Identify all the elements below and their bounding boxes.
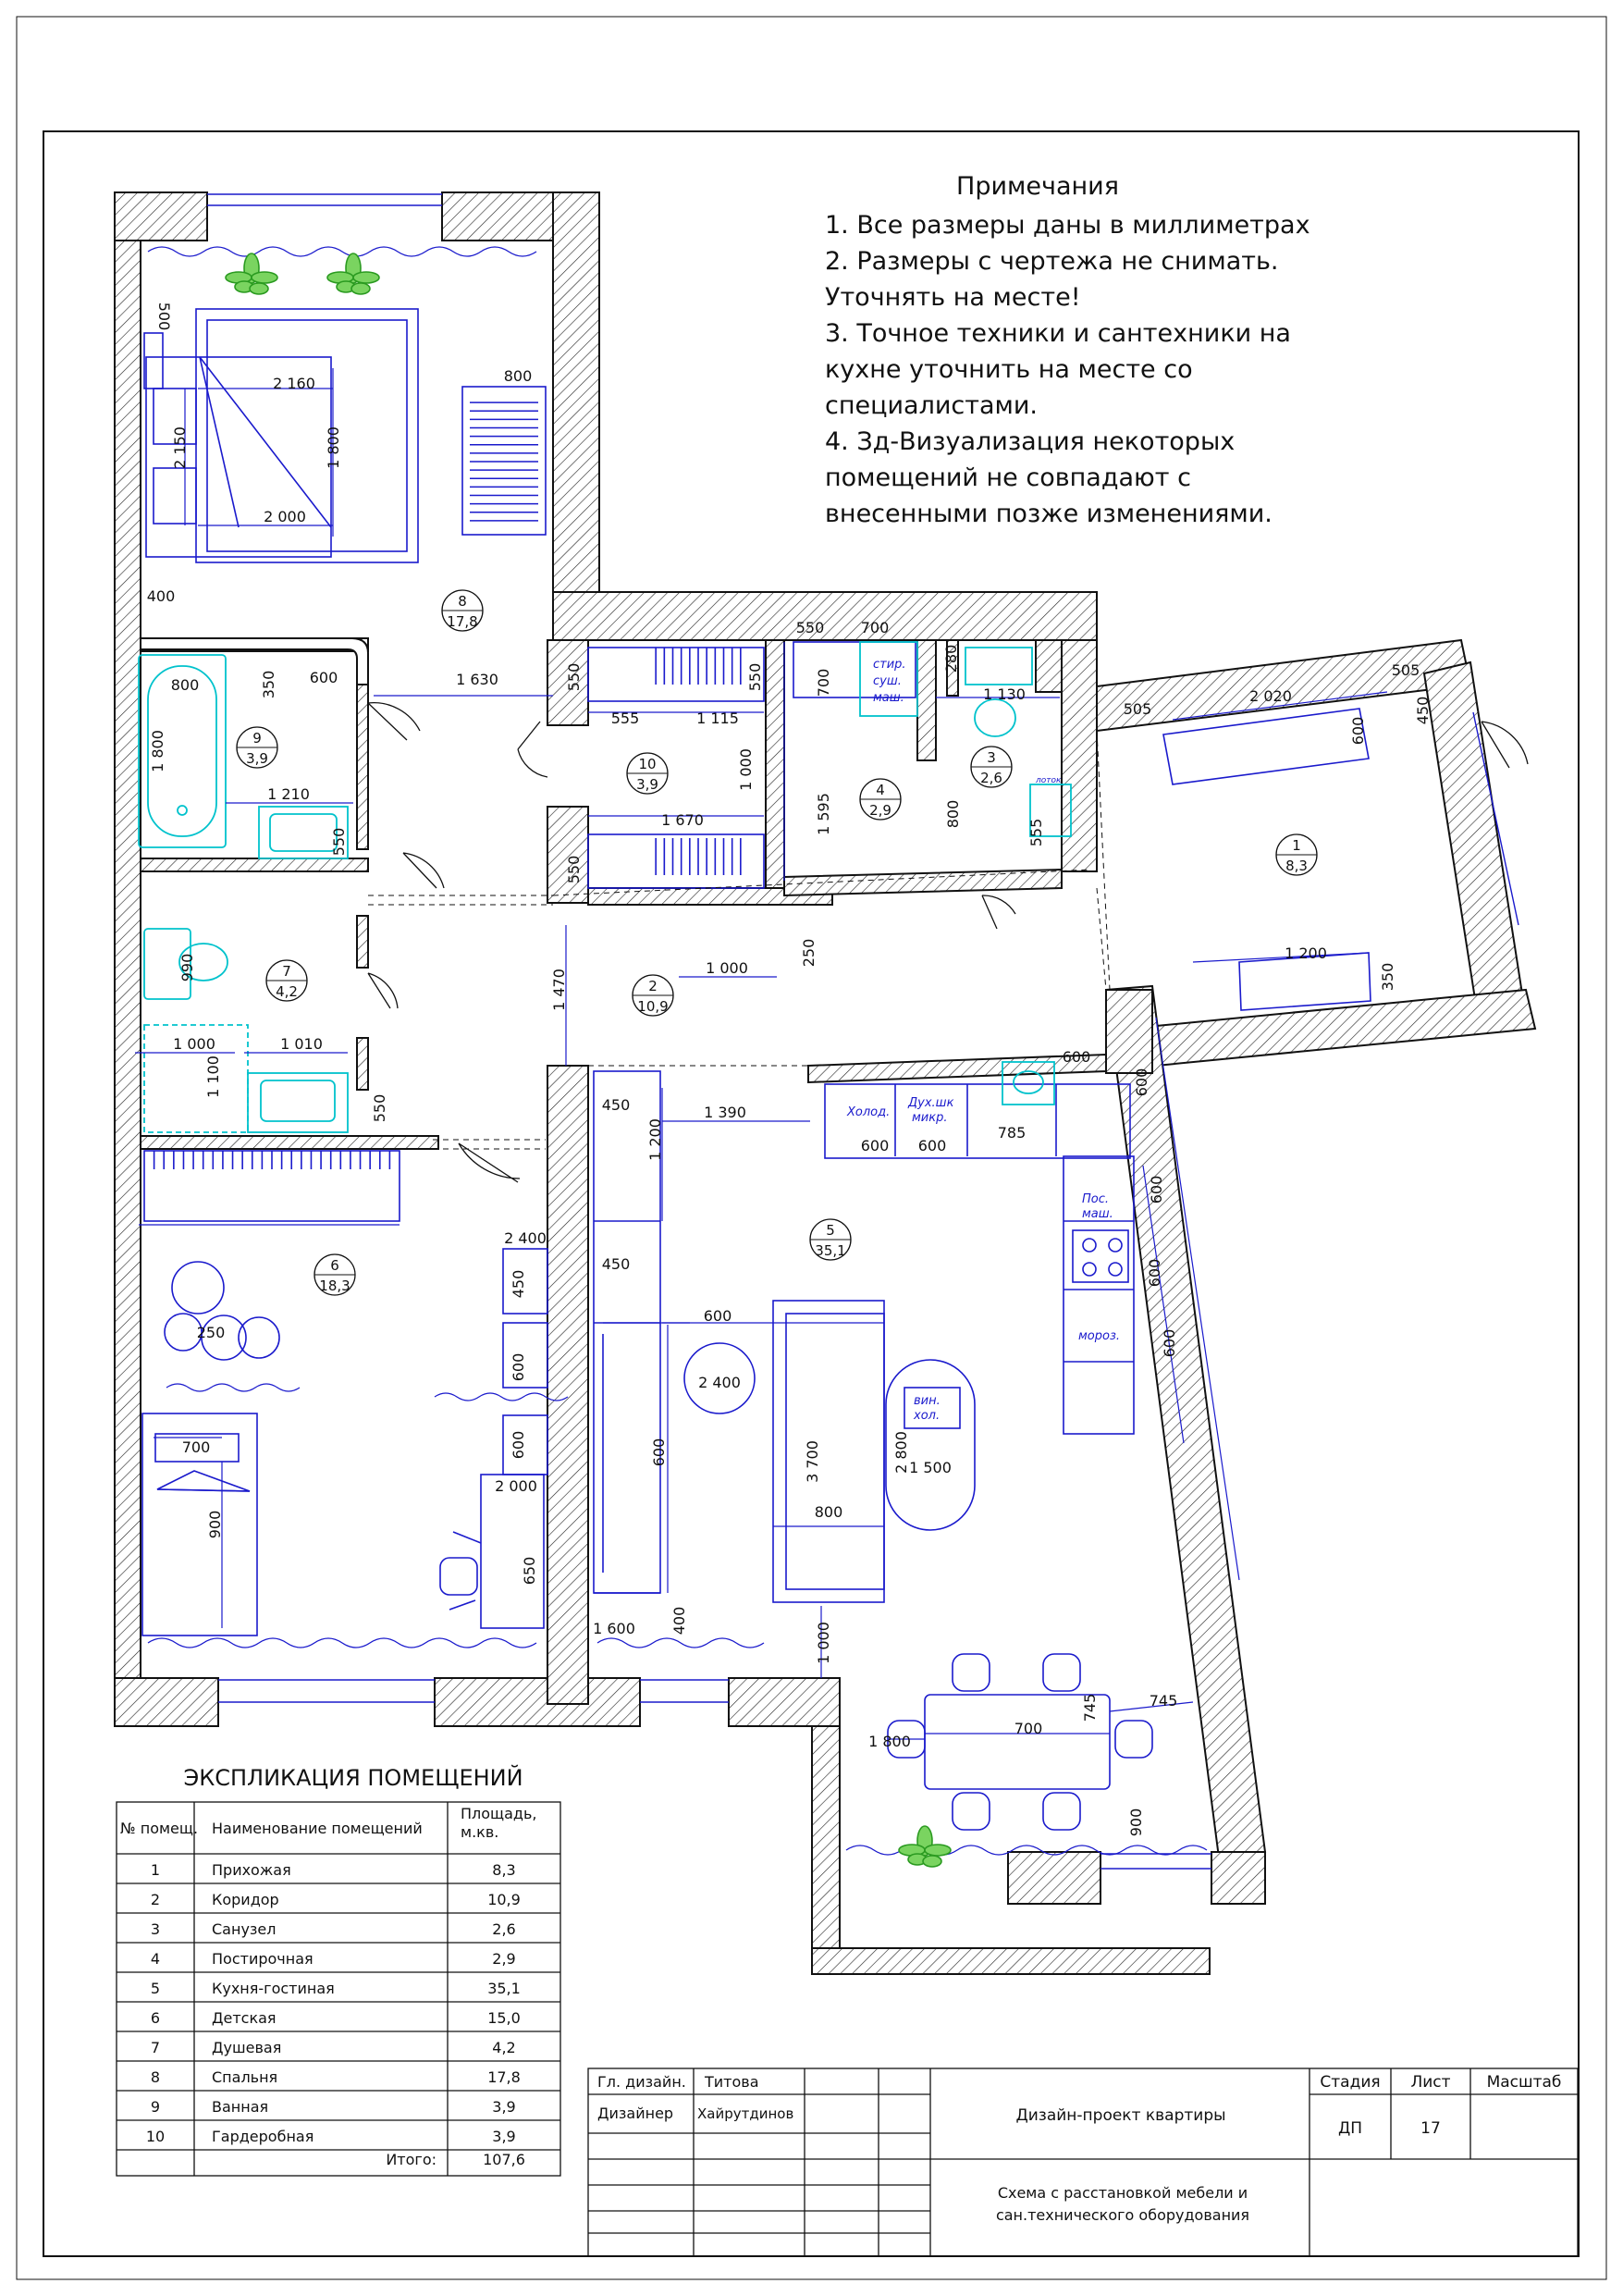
row-num: 8: [150, 2068, 161, 2086]
doors: [368, 703, 1528, 1182]
row-num: 7: [150, 2039, 161, 2056]
explication-title: ЭКСПЛИКАЦИЯ ПОМЕЩЕНИЙ: [183, 1765, 523, 1791]
dimension-label: 600: [1349, 716, 1367, 746]
tb-sheet-title-1: Схема с расстановкой мебели и: [997, 2184, 1248, 2202]
row-name: Постирочная: [212, 1950, 314, 1968]
tb-stage-label: Стадия: [1320, 2073, 1381, 2092]
dimension-label: 250: [800, 938, 818, 968]
row-area: 2,9: [492, 1950, 516, 1968]
room-number: 3: [987, 749, 996, 766]
room-tag-9: [237, 727, 277, 768]
tb-role-2: Дизайнер: [597, 2105, 674, 2122]
tb-sheet-title-2: сан.технического оборудования: [995, 2206, 1250, 2224]
dishwasher-label-2: маш.: [1082, 1207, 1113, 1221]
dimension-label: 1 210: [267, 785, 310, 803]
wine-label-2: хол.: [914, 1409, 941, 1423]
explication-row: [151, 1891, 521, 1908]
dimension-label: 600: [309, 669, 338, 686]
dimension-label: 700: [815, 668, 832, 697]
dining-chair: [1043, 1654, 1080, 1691]
dimension-label: 600: [1062, 1048, 1091, 1066]
row-name: Прихожая: [212, 1861, 291, 1879]
dimension-label: 1 595: [815, 793, 832, 835]
notes-lines: [825, 211, 1310, 528]
dimension-label: 800: [503, 367, 533, 385]
row-name: Детская: [212, 2009, 277, 2027]
dimension-label: 2 400: [504, 1229, 547, 1247]
note-line: внесенными позже изменениями.: [825, 500, 1273, 528]
dimension-label: 650: [521, 1556, 538, 1586]
dining-chair: [1043, 1793, 1080, 1830]
room-tag-8: [442, 590, 483, 631]
note-line: Уточнять на месте!: [825, 283, 1081, 312]
dimension-label: 800: [814, 1503, 843, 1521]
room-area: 2,6: [980, 770, 1002, 786]
row-num: 10: [145, 2128, 166, 2145]
row-area: 8,3: [492, 1861, 516, 1879]
note-line: кухне уточнить на месте со: [825, 355, 1193, 384]
dimension-label: 900: [1127, 1808, 1145, 1837]
dimension-label: 1 000: [173, 1035, 215, 1053]
dimension-label: 1 630: [456, 671, 498, 688]
dimension-label: 550: [371, 1093, 388, 1123]
tb-sheet: 17: [1420, 2119, 1441, 2138]
row-area: 35,1: [487, 1980, 521, 1997]
row-num: 5: [150, 1980, 161, 1997]
row-num: 9: [150, 2098, 161, 2116]
dimension-label: 1 200: [646, 1118, 664, 1161]
explication-row: [151, 1920, 516, 1938]
dimension-label: 1 000: [737, 748, 755, 791]
room-number: 10: [638, 756, 657, 772]
dimension-label: 500: [155, 302, 173, 331]
dimension-label: 550: [565, 855, 583, 884]
dimension-label: 700: [181, 1438, 211, 1456]
wine-label-1: вин.: [914, 1394, 941, 1408]
room-tag-7: [266, 960, 307, 1001]
room-area: 10,9: [637, 998, 669, 1015]
explication-table: [117, 1764, 560, 2176]
tb-name-1: Титова: [705, 2073, 759, 2091]
room-area: 3,9: [636, 776, 658, 793]
room-area: 2,9: [869, 802, 891, 819]
dishwasher-label-1: Пос.: [1082, 1192, 1110, 1206]
explication-header-area-2: м.кв.: [461, 1823, 499, 1841]
row-num: 4: [150, 1950, 161, 1968]
row-area: 10,9: [487, 1891, 521, 1908]
row-area: 17,8: [487, 2068, 521, 2086]
explication-row: [151, 2068, 521, 2086]
room-area: 17,8: [447, 613, 478, 630]
row-num: 3: [150, 1920, 161, 1938]
note-line: 3. Точное техники и сантехники на: [825, 319, 1291, 348]
dimension-label: 1 800: [149, 730, 166, 772]
dimension-label: 2 150: [171, 426, 189, 469]
dimension-label: 700: [1014, 1720, 1043, 1737]
room-tag-10: [627, 753, 668, 794]
tb-name-2: Хайрутдинов: [697, 2105, 794, 2122]
dimension-label: 600: [1133, 1068, 1150, 1097]
dimension-label: 555: [610, 710, 640, 727]
room-tag-2: [633, 975, 673, 1016]
room-number: 8: [458, 593, 467, 610]
dimension-label: 785: [997, 1124, 1027, 1142]
room-number: 1: [1292, 837, 1301, 854]
row-name: Санузел: [212, 1920, 277, 1938]
room-number: 7: [282, 963, 291, 980]
room-tag-1: [1276, 834, 1317, 875]
dimension-label: 600: [650, 1438, 668, 1467]
note-line: помещений не совпадают с: [825, 463, 1191, 492]
oven-label-2: микр.: [912, 1111, 948, 1125]
dining-chair: [953, 1793, 990, 1830]
room-tag-5: [810, 1219, 851, 1260]
dimension-label: 1 600: [593, 1620, 635, 1637]
dimension-label: 350: [1379, 962, 1396, 992]
row-num: 6: [150, 2009, 161, 2027]
dimension-label: 250: [196, 1324, 226, 1341]
dimension-label: 2 020: [1249, 687, 1292, 705]
dimension-label: 1 500: [909, 1459, 952, 1476]
explication-row: [151, 2009, 521, 2027]
laundry-label-1: стир.: [873, 658, 906, 672]
explication-row: [151, 2039, 516, 2056]
room-number: 2: [648, 978, 658, 994]
room-number: 5: [826, 1222, 835, 1239]
room-area: 8,3: [1285, 858, 1308, 874]
tb-scale-label: Масштаб: [1486, 2073, 1562, 2092]
dimension-label: 550: [795, 619, 825, 636]
dimension-label: 2 160: [273, 375, 315, 392]
laundry-label-2: суш.: [873, 674, 902, 688]
room-tag-3: [971, 747, 1012, 787]
dimension-label: 745: [1149, 1692, 1178, 1710]
row-name: Кухня-гостиная: [212, 1980, 335, 1997]
dimension-label: 3 700: [804, 1440, 821, 1483]
dimension-label: 450: [1414, 696, 1432, 725]
dimension-label: 350: [260, 670, 277, 699]
room-tag-4: [860, 779, 901, 820]
note-line: 2. Размеры с чертежа не снимать.: [825, 247, 1279, 276]
tb-role-1: Гл. дизайн.: [597, 2073, 686, 2091]
dimension-label: 600: [1146, 1258, 1163, 1288]
room-area: 4,2: [276, 983, 298, 1000]
dimension-label: 400: [670, 1606, 688, 1636]
tb-project: Дизайн-проект квартиры: [1015, 2106, 1226, 2125]
room-tag-6: [314, 1254, 355, 1295]
door-openings: [368, 731, 1110, 1149]
freezer-label: мороз.: [1078, 1329, 1121, 1343]
row-num: 2: [150, 1891, 161, 1908]
dimension-label: 1 010: [280, 1035, 323, 1053]
dimension-label: 550: [330, 827, 348, 857]
tb-sheet-label: Лист: [1410, 2073, 1451, 2092]
dimension-label: 450: [510, 1269, 527, 1299]
dining-chair: [953, 1654, 990, 1691]
room-number: 6: [330, 1257, 339, 1274]
title-block: [588, 2068, 1578, 2256]
dimension-label: 550: [746, 662, 764, 692]
dimension-label: 1 390: [704, 1104, 746, 1121]
dimension-label: 400: [146, 587, 176, 605]
room-number: 9: [252, 730, 262, 747]
dimension-label: 1 000: [706, 959, 748, 977]
dimension-label: 505: [1391, 661, 1420, 679]
note-line: специалистами.: [825, 391, 1039, 420]
dimension-label: 1 200: [1285, 944, 1327, 962]
row-num: 1: [150, 1861, 161, 1879]
dimension-label: 450: [601, 1096, 631, 1114]
dimension-label: 800: [944, 799, 962, 829]
room-area: 35,1: [815, 1242, 846, 1259]
notes-title: Примечания: [956, 172, 1119, 201]
dimension-label: 450: [601, 1255, 631, 1273]
dimension-label: 1 000: [815, 1622, 832, 1664]
dimension-label: 1 100: [204, 1055, 222, 1098]
explication-header-num: № помещ.: [120, 1820, 199, 1837]
dimension-label: 700: [860, 619, 890, 636]
note-line: 4. Зд-Визуализация некоторых: [825, 427, 1236, 456]
room-area: 3,9: [246, 750, 268, 767]
dimension-label: 1 115: [696, 710, 739, 727]
dimension-label: 2 800: [892, 1431, 910, 1474]
dimension-label: 280: [942, 644, 960, 673]
row-name: Ванная: [212, 2098, 269, 2116]
row-name: Спальня: [212, 2068, 278, 2086]
note-line: 1. Все размеры даны в миллиметрах: [825, 211, 1310, 240]
dimension-label: 2 000: [495, 1477, 537, 1495]
dimension-label: 1 800: [868, 1733, 911, 1750]
dimension-label: 600: [510, 1430, 527, 1460]
dimension-label: 555: [1027, 818, 1045, 847]
dimension-label: 745: [1081, 1693, 1099, 1722]
room-area: 18,3: [319, 1278, 350, 1294]
dimension-label: 1 470: [550, 969, 568, 1011]
explication-row: [151, 1950, 516, 1968]
room-number: 4: [876, 782, 885, 798]
dimension-label: 900: [206, 1510, 224, 1539]
dimension-label: 600: [1161, 1328, 1178, 1358]
fridge-label: Холод.: [847, 1105, 891, 1119]
row-area: 4,2: [492, 2039, 516, 2056]
explication-row: [151, 1980, 521, 1997]
explication-total-value: 107,6: [483, 2151, 525, 2168]
lotok-label: лоток: [1036, 776, 1062, 785]
dimension-label: 550: [565, 662, 583, 692]
dimension-label: 2 400: [698, 1374, 741, 1391]
dimension-label: 600: [510, 1352, 527, 1382]
row-name: Коридор: [212, 1891, 279, 1908]
dining-chair: [1115, 1721, 1152, 1758]
row-name: Душевая: [212, 2039, 282, 2056]
explication-row: [146, 2128, 516, 2145]
dimension-label: 1 670: [661, 811, 704, 829]
dimension-label: 2 000: [264, 508, 306, 525]
dimension-label: 800: [170, 676, 200, 694]
explication-header-name: Наименование помещений: [212, 1820, 423, 1837]
laundry-label-3: маш.: [873, 691, 904, 705]
row-area: 15,0: [487, 2009, 521, 2027]
row-area: 3,9: [492, 2128, 516, 2145]
explication-total-label: Итого:: [386, 2151, 436, 2168]
tb-stage: ДП: [1337, 2119, 1363, 2138]
explication-header-area-1: Площадь,: [461, 1805, 537, 1822]
dimension-label: 600: [917, 1137, 947, 1154]
dimension-label: 1 800: [325, 426, 342, 469]
oven-label-1: Дух.шк: [908, 1096, 954, 1110]
explication-row: [151, 1861, 516, 1879]
row-area: 2,6: [492, 1920, 516, 1938]
dimension-label: 505: [1123, 700, 1152, 718]
dimension-label: 600: [703, 1307, 732, 1325]
explication-row: [151, 2098, 516, 2116]
notes-block: [825, 172, 1310, 528]
dimension-label: 600: [860, 1137, 890, 1154]
row-name: Гардеробная: [212, 2128, 314, 2145]
row-area: 3,9: [492, 2098, 516, 2116]
dimension-labels: [147, 302, 1432, 1837]
dimension-label: 600: [1148, 1175, 1165, 1204]
dimension-label: 990: [178, 953, 196, 982]
dimension-label: 1 130: [983, 685, 1026, 703]
